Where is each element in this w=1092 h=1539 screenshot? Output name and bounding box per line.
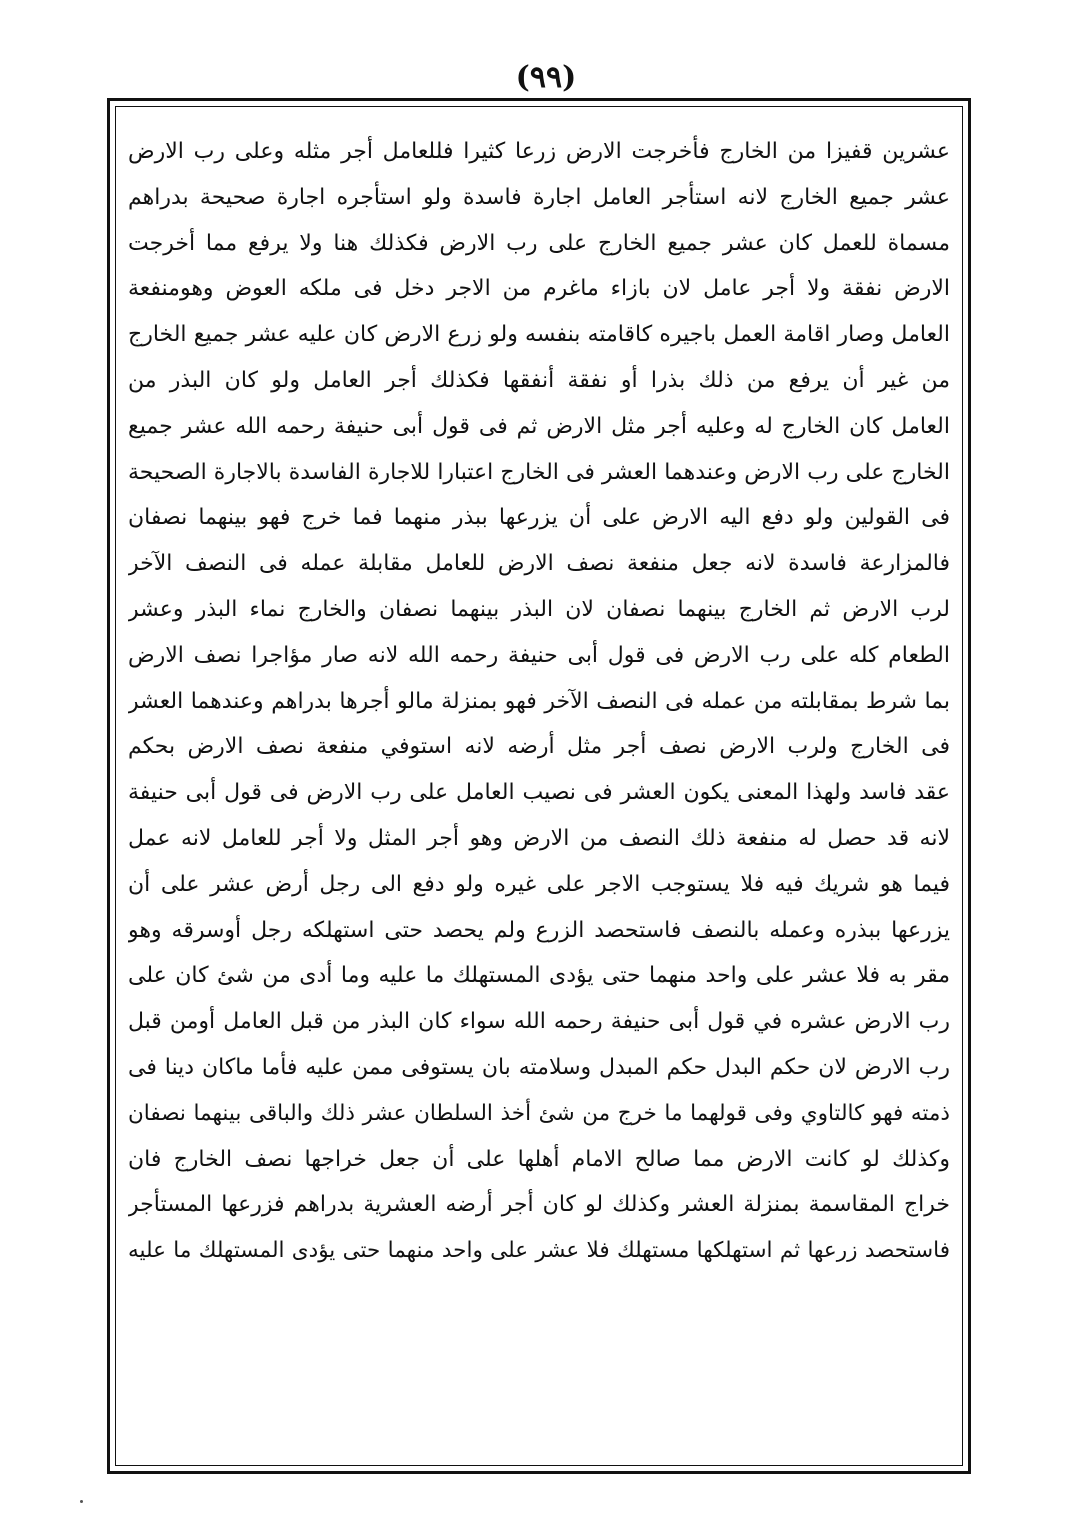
text-line: العامل وصار اقامة العمل باجيره كاقامته بنفسه ولو زرع الارض كان عليه عشر جميع الخارج bbox=[128, 322, 950, 348]
text-line: رب الارض لان حكم البدل حكم المبدل وسلامته بان يستوفى ممن عليه فأما ماكان دينا فى bbox=[128, 1054, 950, 1080]
page-number: (٩٩) bbox=[515, 60, 577, 95]
text-line: وكذلك لو كانت الارض مما صالح الامام أهلها على أن جعل خراجها نصف الخارج فان bbox=[128, 1146, 950, 1172]
text-line: مسماة للعمل كان عشر جميع الخارج على رب الارض فكذلك هنا ولا يرفع مما أخرجت bbox=[128, 230, 950, 256]
text-line: رب الارض عشره في قول أبى حنيفة رحمه الله سواء كان البذر من قبل العامل أومن قبل bbox=[128, 1009, 950, 1035]
page-border-outer bbox=[107, 98, 971, 1474]
text-line: ذمته فهو كالتاوي وفى قولهما ما خرج من شئ أخذ السلطان عشر ذلك والباقى بينهما نصفان bbox=[128, 1100, 950, 1126]
text-line: فى القولين ولو دفع اليه الارض على أن يزرعها ببذر منهما فما خرج فهو بينهما نصفان bbox=[128, 505, 950, 531]
text-line: لانه قد حصل له منفعة ذلك النصف من الارض وهو أجر المثل ولا أجر للعامل لانه عمل bbox=[128, 825, 950, 851]
text-line: فاستحصد زرعها ثم استهلكها مستهلك فلا عشر على واحد منهما حتى يؤدى المستهلك ما عليه bbox=[128, 1238, 950, 1264]
text-line: العامل كان الخارج له وعليه أجر مثل الارض ثم فى قول أبى حنيفة رحمه الله عشر جميع bbox=[128, 413, 950, 439]
text-line: لرب الارض ثم الخارج بينهما نصفان لان البذر بينهما نصفان والخارج نماء البذر وعشر bbox=[128, 596, 950, 622]
text-line: فيما هو شريك فيه فلا يستوجب الاجر على غيره ولو دفع الى رجل أرض عشر على أن bbox=[128, 871, 950, 897]
text-line: الخارج على رب الارض وعندهما العشر فى الخارج اعتبارا للاجارة الفاسدة بالاجارة الصحيحة bbox=[128, 459, 950, 485]
text-line: عشر جميع الخارج لانه استأجر العامل اجارة فاسدة ولو استأجره اجارة صحيحة بدراهم bbox=[128, 184, 950, 210]
text-line: الارض نفقة ولا أجر عامل لان بازاء ماغرم من الاجر دخل فى ملكه العوض وهومنفعة bbox=[128, 276, 950, 302]
text-line: عشرين قفيزا من الخارج فأخرجت الارض زرعا كثيرا فللعامل أجر مثله وعلى رب الارض bbox=[128, 139, 950, 164]
text-line: عقد فاسد ولهذا المعنى يكون العشر فى نصيب العامل على رب الارض فى قول أبى حنيفة bbox=[128, 780, 950, 806]
text-line: خراج المقاسمة بمنزلة العشر وكذلك لو كان أجر أرضه العشرية بدراهم فزرعها المستأجر bbox=[128, 1192, 950, 1218]
text-line: من غير أن يرفع من ذلك بذرا أو نفقة أنفقها فكذلك أجر العامل ولو كان البذر من bbox=[128, 367, 950, 393]
text-line: فالمزارعة فاسدة لانه جعل منفعة نصف الارض للعامل مقابلة عمله فى النصف الآخر bbox=[128, 551, 950, 577]
page-border-inner bbox=[115, 106, 963, 1466]
text-line: بما شرط بمقابلته من عمله فى النصف الآخر فهو بمنزلة مالو أجرها بدراهم وعندهما العشر bbox=[128, 688, 950, 714]
body-text bbox=[128, 129, 950, 1274]
text-line: يزرعها ببذره وعمله بالنصف فاستحصد الزرع ولم يحصد حتى استهلكه رجل أوسرقه وهو bbox=[128, 917, 950, 943]
text-line: مقر به فلا عشر على واحد منهما حتى يؤدى المستهلك ما عليه وما أدى من شئ كان على bbox=[128, 963, 950, 989]
scan-speck bbox=[80, 1500, 83, 1503]
text-line: فى الخارج ولرب الارض نصف أجر مثل أرضه لانه استوفي منفعة نصف الارض بحكم bbox=[128, 734, 950, 760]
text-line: الطعام كله على رب الارض فى قول أبى حنيفة رحمه الله لانه صار مؤاجرا نصف الارض bbox=[128, 642, 950, 668]
